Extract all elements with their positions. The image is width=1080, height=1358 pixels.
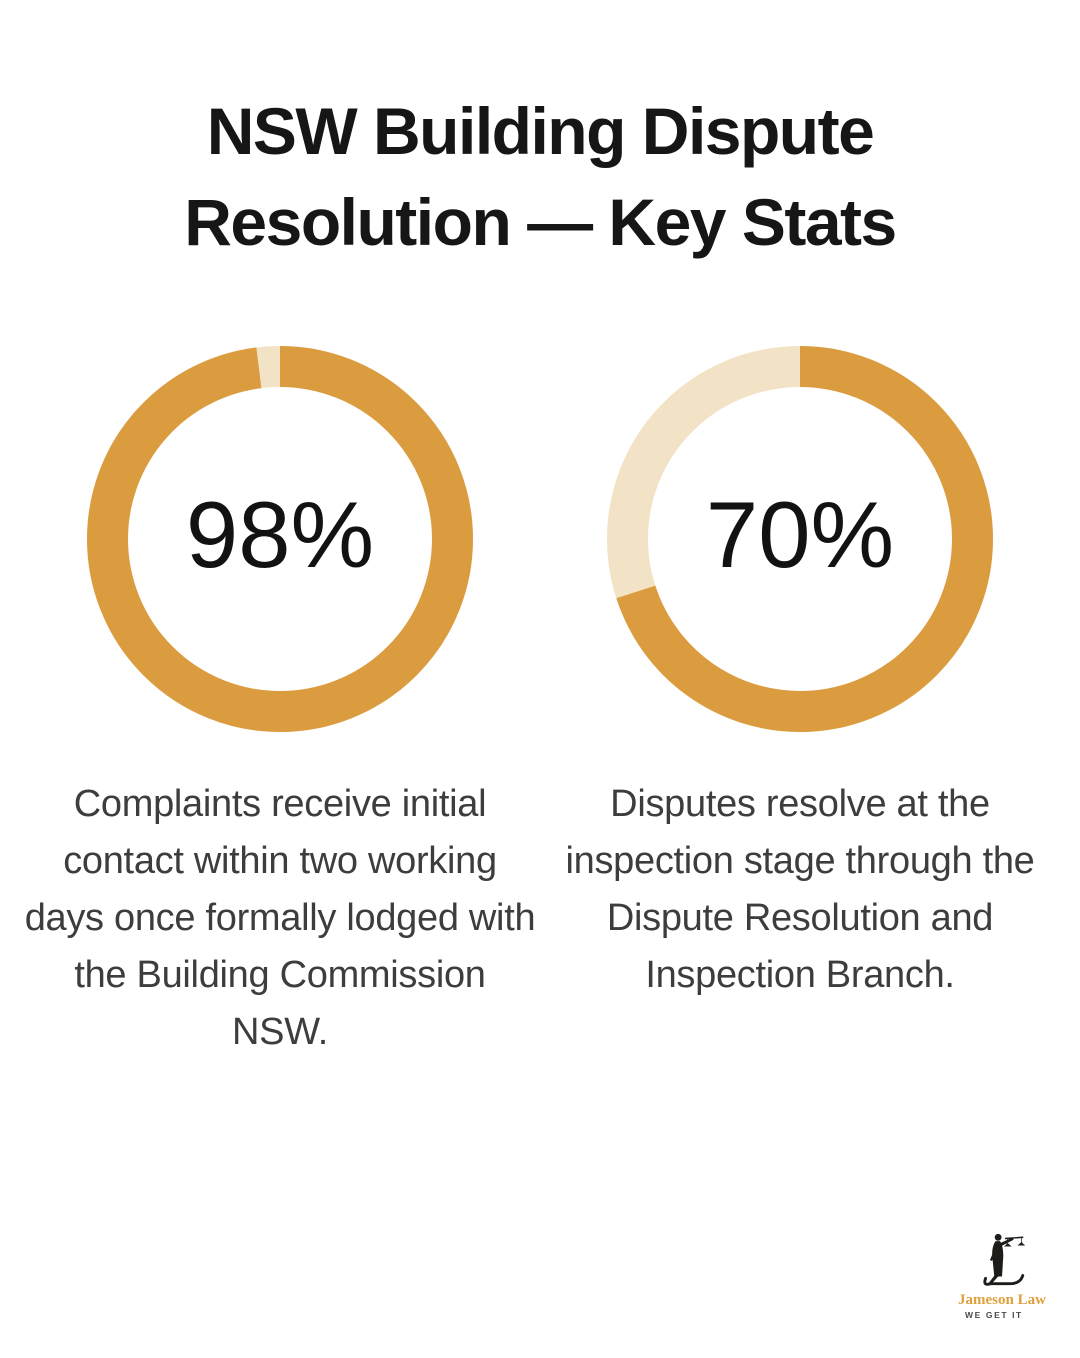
logo-tagline: WE GET IT bbox=[965, 1310, 1023, 1320]
stat-description: Disputes resolve at the inspection stage through the Dispute Resolution and Inspection Branch. bbox=[565, 783, 1035, 997]
stat-column-right bbox=[540, 346, 1060, 1061]
donut-chart bbox=[87, 346, 473, 732]
stat-description: Complaints receive initial contact within two working days once formally lodged with the Building Commission NSW. bbox=[24, 783, 536, 1054]
donut-chart bbox=[607, 346, 993, 732]
page-title-line-2: Resolution — Key Stats bbox=[184, 185, 896, 260]
jameson-law-logo bbox=[950, 1232, 1054, 1320]
logo-name: Jameson Law bbox=[958, 1292, 1046, 1308]
page-title-line-1: NSW Building Dispute bbox=[206, 94, 874, 168]
page-title bbox=[0, 86, 1080, 268]
stat-column-left bbox=[20, 346, 540, 1061]
donut-percent-label: 70% bbox=[705, 482, 895, 588]
lady-justice-icon bbox=[977, 1232, 1027, 1290]
donut-percent-label: 98% bbox=[185, 482, 375, 588]
stats-row bbox=[0, 346, 1080, 1061]
